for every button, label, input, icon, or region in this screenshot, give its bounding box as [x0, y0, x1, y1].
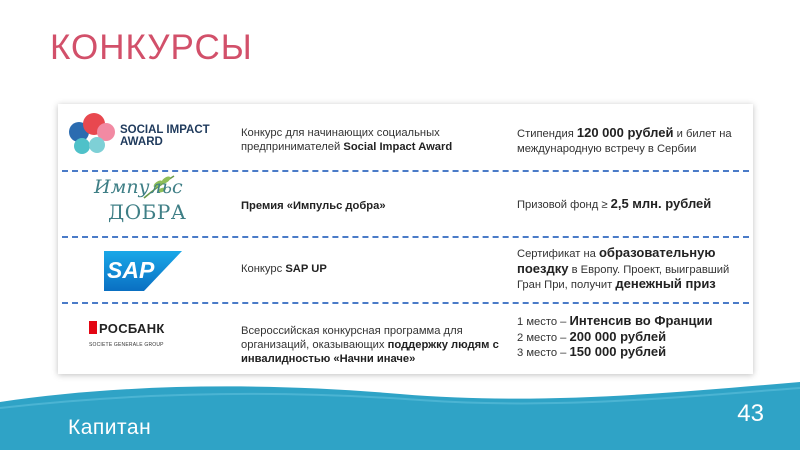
- social-impact-award-petals-icon: [64, 112, 124, 162]
- place-2: 2 место – 200 000 рублей: [517, 328, 667, 344]
- social-impact-award-wordmark: SOCIAL IMPACT AWARD: [120, 124, 210, 148]
- row-2-description: Премия «Импульс добра»: [241, 200, 386, 212]
- place-1: 1 место – Интенсив во Франции: [517, 313, 713, 328]
- page-number: 43: [737, 400, 764, 427]
- row-3-description: Конкурс SAP UP: [241, 263, 327, 275]
- footer-brand-name: Капитан: [68, 416, 152, 439]
- place-3: 3 место – 150 000 рублей: [517, 344, 667, 359]
- row-sap-up: [58, 238, 753, 300]
- rosbank-wordmark: РОСБАНК: [99, 321, 165, 336]
- sap-wordmark: SAP: [107, 257, 155, 283]
- slide-title: КОНКУРСЫ: [50, 28, 253, 67]
- dobra-logo-text: ДОБРА: [108, 200, 187, 224]
- impulse-logo-script: Импульс: [94, 176, 183, 198]
- impulse-dobra-logo: [58, 172, 233, 234]
- rosbank-subtitle: SOCIETE GENERALE GROUP: [89, 342, 164, 348]
- row-4-description: Всероссийская конкурсная программа для организаций, оказывающих поддержку людям с инвалидностью «Начни иначе»: [241, 325, 499, 365]
- row-4-prize: [517, 314, 749, 361]
- sap-logo: [58, 238, 233, 300]
- rosbank-mark-icon: [89, 321, 97, 334]
- row-impulse-dobra: [58, 172, 753, 234]
- row-1-description: Конкурс для начинающих социальных предпринимателей Social Impact Award: [241, 127, 453, 153]
- competitions-table: [58, 104, 753, 374]
- social-impact-award-logo: [58, 104, 233, 170]
- row-1-prize: Стипендия 120 000 рублей и билет на международную встречу в Сербии: [517, 125, 732, 155]
- row-2-prize: Призовой фонд ≥ 2,5 млн. рублей: [517, 196, 712, 211]
- row-social-impact-award: [58, 104, 753, 170]
- row-rosbank: [58, 304, 753, 374]
- row-3-prize: Сертификат на образовательную поездку в Европу. Проект, выигравший Гран При, получит денежный приз: [517, 245, 730, 291]
- rosbank-logo: [58, 304, 233, 374]
